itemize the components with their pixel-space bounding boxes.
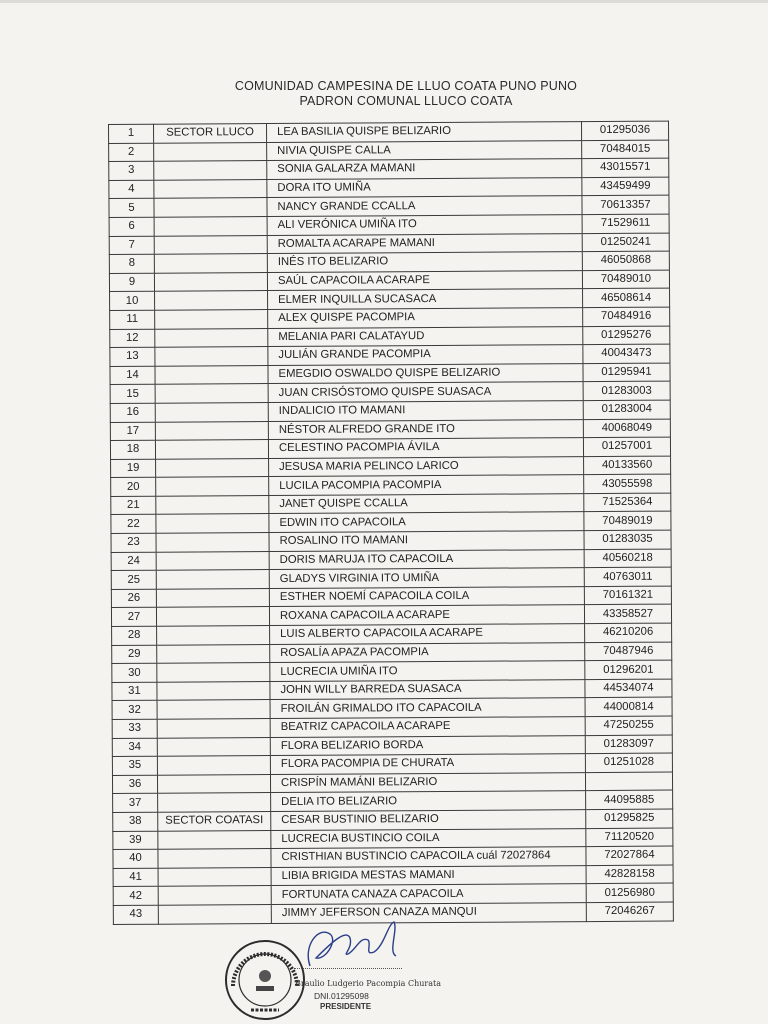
dni-cell: 44095885 <box>586 790 673 809</box>
sector-cell <box>154 235 267 254</box>
dni-cell: 42828158 <box>586 865 673 884</box>
member-name-cell: JIMMY JEFERSON CANAZA MANQUI <box>271 903 586 924</box>
dni-cell: 43055598 <box>584 474 671 493</box>
dni-cell: 71120520 <box>586 828 673 847</box>
member-name-cell: LEA BASILIA QUISPE BELIZARIO <box>267 122 582 143</box>
row-number-cell: 38 <box>113 812 158 831</box>
sector-cell <box>155 440 268 459</box>
row-number-cell: 27 <box>111 608 156 627</box>
sector-cell <box>158 849 271 868</box>
row-number-cell: 4 <box>109 180 154 199</box>
sector-cell: SECTOR COATASI <box>158 811 271 830</box>
sector-cell <box>154 272 267 291</box>
member-name-cell: ALI VERÓNICA UMIÑA ITO <box>267 215 582 236</box>
dni-cell: 46508614 <box>583 288 670 307</box>
member-name-cell: FORTUNATA CANAZA CAPACOILA <box>271 884 586 905</box>
dni-cell <box>585 772 672 791</box>
row-number-cell: 17 <box>110 422 155 441</box>
row-number-cell: 13 <box>110 347 155 366</box>
member-name-cell: CESAR BUSTINIO BELIZARIO <box>271 810 586 831</box>
sector-cell <box>154 179 267 198</box>
sector-cell <box>155 384 268 403</box>
signatory-name: Braulio Ludgerio Pacompia Churata <box>295 979 441 988</box>
row-number-cell: 34 <box>112 738 157 757</box>
dni-cell: 70489019 <box>584 512 671 531</box>
member-name-cell: ROSALÍA APAZA PACOMPIA <box>270 642 585 663</box>
dni-cell: 01296201 <box>585 660 672 679</box>
sector-cell <box>156 514 269 533</box>
sector-cell <box>154 198 267 217</box>
roll-table-body <box>109 121 674 924</box>
member-name-cell: FLORA PACOMPIA DE CHURATA <box>270 754 585 775</box>
sector-cell <box>154 216 267 235</box>
sector-cell <box>156 607 269 626</box>
row-number-cell: 29 <box>112 645 157 664</box>
sector-cell <box>155 291 268 310</box>
dni-cell: 01283035 <box>584 530 671 549</box>
row-number-cell: 9 <box>109 273 154 292</box>
dni-cell: 01283097 <box>585 735 672 754</box>
row-number-cell: 15 <box>110 385 155 404</box>
dni-cell: 71529611 <box>582 214 669 233</box>
dni-cell: 01250241 <box>582 233 669 252</box>
sector-cell <box>158 830 271 849</box>
document-title: COMUNIDAD CAMPESINA DE LLUO COATA PUNO PUNO <box>234 79 578 93</box>
member-name-cell: JESUSA MARIA PELINCO LARICO <box>269 456 584 477</box>
dni-cell: 46050868 <box>582 251 669 270</box>
row-number-cell: 26 <box>111 589 156 608</box>
row-number-cell: 41 <box>113 868 158 887</box>
row-number-cell: 10 <box>110 292 155 311</box>
dni-cell: 43358527 <box>584 605 671 624</box>
dni-cell: 01256980 <box>586 883 673 902</box>
member-name-cell: MELANIA PARI CALATAYUD <box>268 326 583 347</box>
row-number-cell: 11 <box>110 310 155 329</box>
row-number-cell: 42 <box>113 887 158 906</box>
sector-cell: SECTOR LLUCO <box>154 124 267 143</box>
dni-cell: 01251028 <box>585 753 672 772</box>
row-number-cell: 24 <box>111 552 156 571</box>
member-name-cell: INDALICIO ITO MAMANI <box>268 401 583 422</box>
dni-cell: 40043473 <box>583 344 670 363</box>
row-number-cell: 31 <box>112 682 157 701</box>
signatory-dni: DNI.01295098 <box>314 991 369 1001</box>
member-name-cell: LIBIA BRIGIDA MESTAS MAMANI <box>271 865 586 886</box>
row-number-cell: 6 <box>109 217 154 236</box>
row-number-cell: 28 <box>112 626 157 645</box>
sector-cell <box>158 793 271 812</box>
row-number-cell: 21 <box>111 496 156 515</box>
dni-cell: 01257001 <box>583 437 670 456</box>
member-name-cell: CRISTHIAN BUSTINCIO CAPACOILA cuál 72027864 <box>271 847 586 868</box>
dni-cell: 70489010 <box>582 270 669 289</box>
row-number-cell: 35 <box>112 756 157 775</box>
member-name-cell: NIVIA QUISPE CALLA <box>267 140 582 161</box>
dni-cell: 70613357 <box>582 195 669 214</box>
dni-cell: 72046267 <box>586 902 673 921</box>
member-name-cell: NÉSTOR ALFREDO GRANDE ITO <box>268 419 583 440</box>
dni-cell: 44000814 <box>585 697 672 716</box>
sector-cell <box>157 774 270 793</box>
row-number-cell: 20 <box>111 477 156 496</box>
member-name-cell: FLORA BELIZARIO BORDA <box>270 735 585 756</box>
member-name-cell: ROMALTA ACARAPE MAMANI <box>267 233 582 254</box>
sector-cell <box>156 495 269 514</box>
sector-cell <box>156 477 269 496</box>
sector-cell <box>155 328 268 347</box>
member-name-cell: BEATRIZ CAPACOILA ACARAPE <box>270 717 585 738</box>
member-name-cell: JOHN WILLY BARREDA SUASACA <box>270 679 585 700</box>
sector-cell <box>157 681 270 700</box>
document-subtitle: PADRON COMUNAL LLUCO COATA <box>299 94 513 108</box>
sector-cell <box>158 886 271 905</box>
member-name-cell: DORIS MARUJA ITO CAPACOILA <box>269 549 584 570</box>
dni-cell: 01295941 <box>583 363 670 382</box>
member-name-cell: DORA ITO UMIÑA <box>267 177 582 198</box>
dni-cell: 01295825 <box>586 809 673 828</box>
sector-cell <box>156 458 269 477</box>
row-number-cell: 23 <box>111 533 156 552</box>
row-number-cell: 18 <box>110 440 155 459</box>
sector-cell <box>157 756 270 775</box>
row-number-cell: 14 <box>110 366 155 385</box>
member-name-cell: LUIS ALBERTO CAPACOILA ACARAPE <box>270 624 585 645</box>
member-name-cell: DELIA ITO BELIZARIO <box>271 791 586 812</box>
sector-cell <box>155 309 268 328</box>
dni-cell: 01283003 <box>583 381 670 400</box>
member-name-cell: NANCY GRANDE CCALLA <box>267 196 582 217</box>
signature-line <box>294 968 402 969</box>
sector-cell <box>157 737 270 756</box>
signature-block <box>220 916 450 1024</box>
sector-cell <box>157 719 270 738</box>
row-number-cell: 1 <box>109 124 154 143</box>
sector-cell <box>154 254 267 273</box>
handwritten-signature-icon <box>298 916 408 976</box>
member-name-cell: JULIÁN GRANDE PACOMPIA <box>268 345 583 366</box>
sector-cell <box>156 551 269 570</box>
row-number-cell: 8 <box>109 254 154 273</box>
sector-cell <box>155 421 268 440</box>
dni-cell: 72027864 <box>586 846 673 865</box>
member-name-cell: JANET QUISPE CCALLA <box>269 493 584 514</box>
row-number-cell: 33 <box>112 719 157 738</box>
sector-cell <box>155 347 268 366</box>
member-name-cell: ALEX QUISPE PACOMPIA <box>268 308 583 329</box>
dni-cell: 70161321 <box>584 586 671 605</box>
dni-cell: 44534074 <box>585 679 672 698</box>
member-name-cell: SONIA GALARZA MAMANI <box>267 159 582 180</box>
row-number-cell: 2 <box>109 143 154 162</box>
member-name-cell: EDWIN ITO CAPACOILA <box>269 512 584 533</box>
member-name-cell: CELESTINO PACOMPIA ÁVILA <box>268 438 583 459</box>
member-name-cell: SAÚL CAPACOILA ACARAPE <box>267 270 582 291</box>
sector-cell <box>157 644 270 663</box>
dni-cell: 47250255 <box>585 716 672 735</box>
member-name-cell: LUCRECIA BUSTINCIO COILA <box>271 828 586 849</box>
signatory-role: PRESIDENTE <box>320 1002 372 1011</box>
member-name-cell: LUCRECIA UMIÑA ITO <box>270 661 585 682</box>
row-number-cell: 39 <box>113 831 158 850</box>
dni-cell: 43015571 <box>582 158 669 177</box>
member-name-cell: LUCILA PACOMPIA PACOMPIA <box>269 475 584 496</box>
row-number-cell: 40 <box>113 849 158 868</box>
page-top-edge <box>0 0 768 3</box>
member-name-cell: EMEGDIO OSWALDO QUISPE BELIZARIO <box>268 363 583 384</box>
member-name-cell: ROXANA CAPACOILA ACARAPE <box>269 605 584 626</box>
member-name-cell: CRISPÍN MAMÁNI BELIZARIO <box>270 772 585 793</box>
sector-cell <box>156 588 269 607</box>
dni-cell: 01295036 <box>581 121 668 140</box>
row-number-cell: 32 <box>112 701 157 720</box>
dni-cell: 70484015 <box>582 140 669 159</box>
member-name-cell: INÉS ITO BELIZARIO <box>267 252 582 273</box>
dni-cell: 70487946 <box>585 642 672 661</box>
member-name-cell: JUAN CRISÓSTOMO QUISPE SUASACA <box>268 382 583 403</box>
dni-cell: 43459499 <box>582 177 669 196</box>
row-number-cell: 37 <box>113 794 158 813</box>
sector-cell <box>154 161 267 180</box>
row-number-cell: 3 <box>109 161 154 180</box>
row-number-cell: 30 <box>112 663 157 682</box>
row-number-cell: 43 <box>113 905 158 924</box>
sector-cell <box>158 867 271 886</box>
dni-cell: 46210206 <box>585 623 672 642</box>
row-number-cell: 25 <box>111 570 156 589</box>
row-number-cell: 12 <box>110 329 155 348</box>
dni-cell: 01283004 <box>583 400 670 419</box>
dni-cell: 40763011 <box>584 567 671 586</box>
dni-cell: 01295276 <box>583 326 670 345</box>
sector-cell <box>154 142 267 161</box>
row-number-cell: 19 <box>111 459 156 478</box>
sector-cell <box>157 700 270 719</box>
member-name-cell: ELMER INQUILLA SUCASACA <box>268 289 583 310</box>
dni-cell: 40560218 <box>584 549 671 568</box>
sector-cell <box>156 570 269 589</box>
sector-cell <box>156 533 269 552</box>
row-number-cell: 7 <box>109 236 154 255</box>
sector-cell <box>157 663 270 682</box>
sector-cell <box>155 365 268 384</box>
dni-cell: 40133560 <box>584 456 671 475</box>
member-name-cell: GLADYS VIRGINIA ITO UMIÑA <box>269 568 584 589</box>
member-name-cell: ROSALINO ITO MAMANI <box>269 531 584 552</box>
row-number-cell: 5 <box>109 199 154 218</box>
sector-cell <box>157 626 270 645</box>
dni-cell: 71525364 <box>584 493 671 512</box>
row-number-cell: 16 <box>110 403 155 422</box>
member-name-cell: ESTHER NOEMÍ CAPACOILA COILA <box>269 586 584 607</box>
row-number-cell: 36 <box>112 775 157 794</box>
row-number-cell: 22 <box>111 515 156 534</box>
roll-table <box>108 121 674 925</box>
dni-cell: 40068049 <box>583 419 670 438</box>
member-name-cell: FROILÁN GRIMALDO ITO CAPACOILA <box>270 698 585 719</box>
sector-cell <box>155 402 268 421</box>
dni-cell: 70484916 <box>583 307 670 326</box>
